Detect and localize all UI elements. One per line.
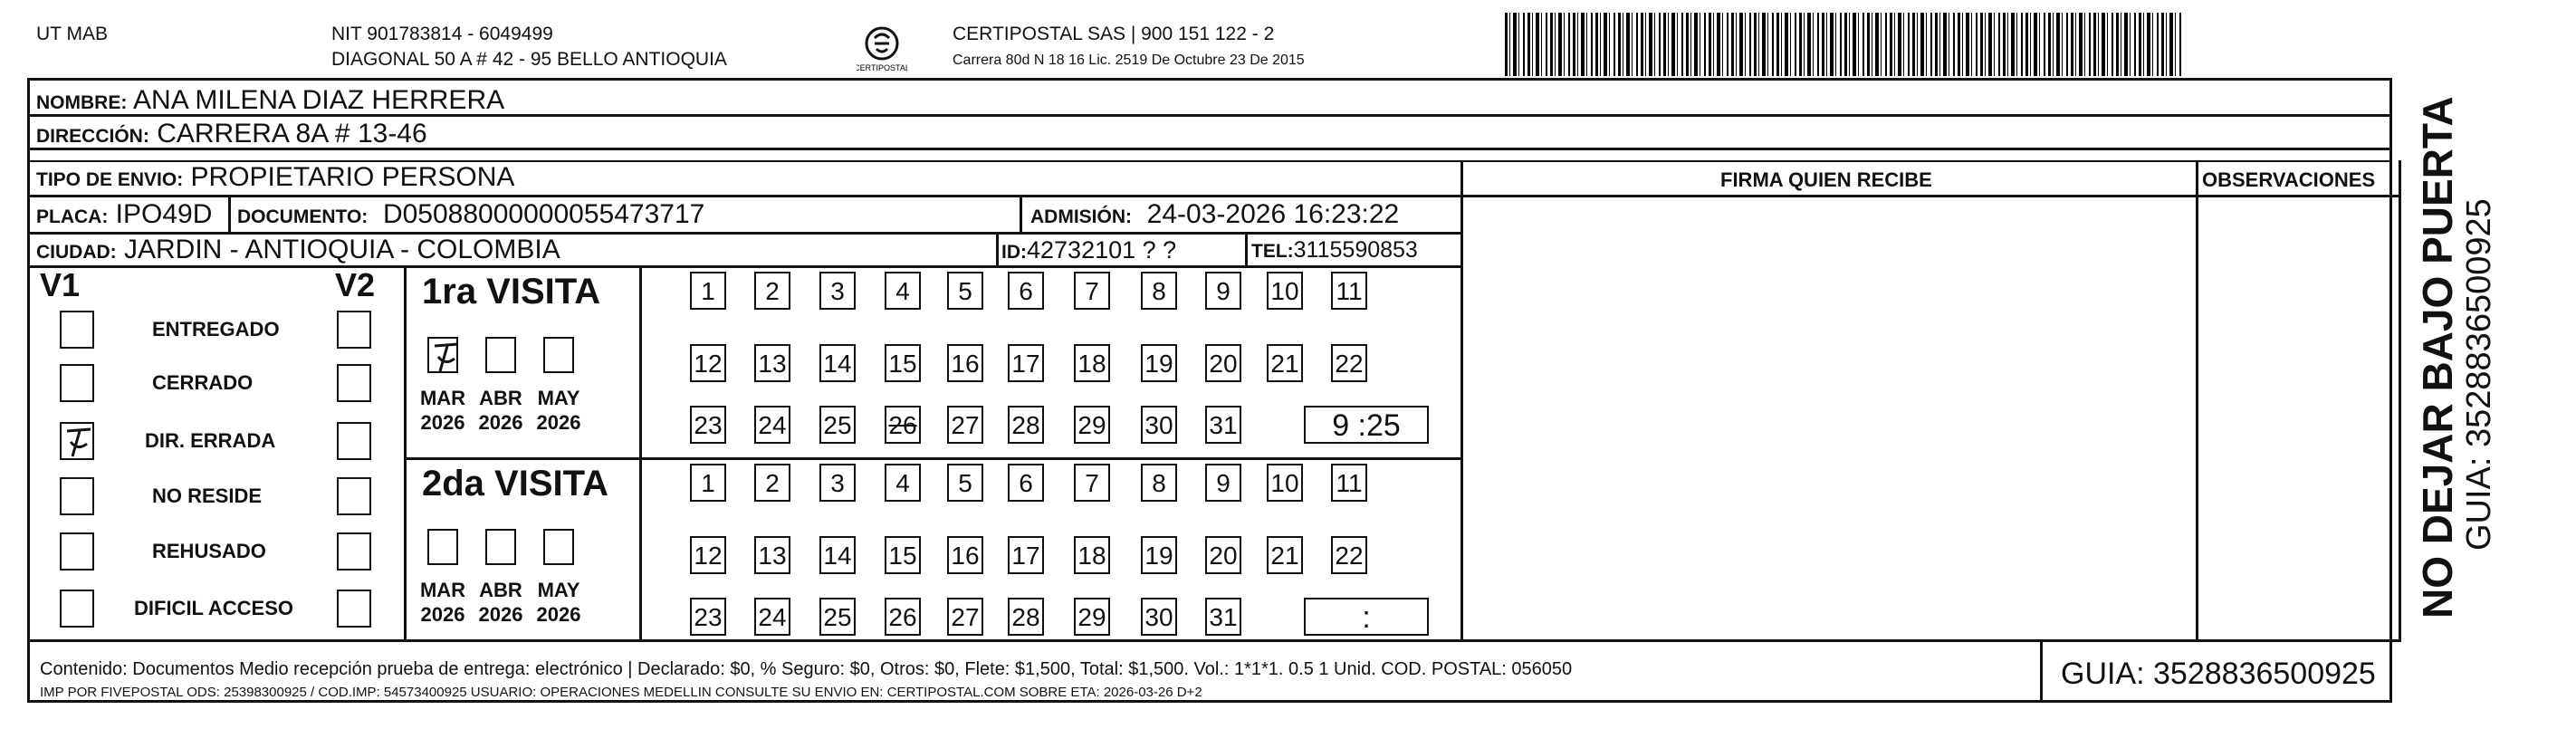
placa-row — [36, 200, 212, 232]
day-box[interactable]: 19 — [1141, 344, 1177, 382]
day-box[interactable]: 26 — [885, 406, 921, 444]
day-box[interactable]: 2 — [754, 464, 790, 502]
day-box[interactable]: 27 — [947, 406, 983, 444]
v1-checkbox[interactable] — [60, 532, 94, 571]
placa-label: PLACA: — [36, 206, 109, 227]
admision-value: 24-03-2026 16:23:22 — [1146, 199, 1400, 229]
month-name: MAR — [419, 387, 466, 409]
day-box[interactable]: 12 — [690, 344, 726, 382]
v2-checkbox[interactable] — [337, 364, 371, 402]
day-box[interactable]: 15 — [885, 536, 921, 574]
sender-address: DIAGONAL 50 A # 42 - 95 BELLO ANTIOQUIA — [331, 49, 727, 70]
admision-row — [1030, 200, 1399, 232]
direccion-label: DIRECCIÓN: — [36, 126, 149, 147]
documento-row — [237, 200, 704, 232]
rule — [29, 639, 2399, 642]
day-box[interactable]: 25 — [819, 598, 856, 636]
visit-title: 1ra VISITA — [422, 272, 601, 312]
day-box[interactable]: 21 — [1267, 536, 1303, 574]
tipo-value: PROPIETARIO PERSONA — [190, 162, 515, 192]
day-box[interactable]: 22 — [1331, 344, 1367, 382]
rule — [2399, 160, 2401, 642]
day-box[interactable]: 2 — [754, 272, 790, 310]
id-label: ID: — [1001, 242, 1027, 263]
v1-checkbox[interactable] — [60, 590, 94, 628]
v2-checkbox[interactable] — [337, 422, 371, 460]
tipo-row — [36, 163, 514, 195]
rule — [996, 232, 999, 267]
time-box[interactable]: : — [1304, 598, 1429, 636]
nombre-label: NOMBRE: — [36, 92, 128, 113]
day-box[interactable]: 30 — [1141, 406, 1177, 444]
month-name: MAY — [537, 579, 580, 601]
id-row — [1001, 235, 1176, 267]
month-name: ABR — [479, 387, 522, 409]
day-box[interactable]: 5 — [947, 464, 983, 502]
day-box[interactable]: 25 — [819, 406, 856, 444]
day-box[interactable]: 23 — [690, 598, 726, 636]
tel-row — [1251, 235, 1418, 266]
sender-nit: NIT 901783814 - 6049499 — [331, 24, 553, 44]
tel-value: 3115590853 — [1293, 237, 1418, 263]
day-box[interactable]: 17 — [1008, 344, 1044, 382]
day-box[interactable]: 28 — [1008, 406, 1044, 444]
ciudad-row — [36, 235, 560, 267]
side-guia: GUIA: 3528836500925 — [2460, 198, 2498, 551]
check-mark-icon — [62, 424, 94, 460]
v1-checkbox[interactable] — [60, 477, 94, 515]
v2-checkbox[interactable] — [337, 532, 371, 571]
day-box[interactable]: 10 — [1267, 464, 1303, 502]
status-label: DIR. ERRADA — [145, 429, 276, 452]
v2-label: V2 — [335, 266, 376, 303]
day-box[interactable]: 1 — [690, 464, 726, 502]
month-year: 2026 — [420, 411, 465, 434]
day-box[interactable]: 3 — [819, 272, 856, 310]
month-checkbox[interactable] — [485, 529, 516, 565]
logo-lettering: CERTIPOSTAL — [857, 63, 907, 72]
rule — [29, 195, 2399, 197]
month-label — [527, 386, 590, 435]
month-year: 2026 — [478, 411, 523, 434]
day-box[interactable]: 24 — [754, 598, 790, 636]
month-name: MAY — [537, 387, 580, 409]
day-box[interactable]: 24 — [754, 406, 790, 444]
nombre-row — [36, 86, 504, 118]
month-checkbox[interactable] — [543, 529, 574, 565]
v2-checkbox[interactable] — [337, 477, 371, 515]
day-box[interactable]: 28 — [1008, 598, 1044, 636]
tel-label: TEL: — [1251, 241, 1294, 262]
day-box[interactable]: 1 — [690, 272, 726, 310]
month-name: ABR — [479, 579, 522, 601]
direccion-value: CARRERA 8A # 13-46 — [157, 119, 427, 149]
footer-print-info: IMP POR FIVEPOSTAL ODS: 25398300925 / COD.IMP: 54573400925 USUARIO: OPERACIONES MEDELLIN CONSULTE SU ENVIO EN: CERTIPOSTAL.COM SOBRE ETA: 2026-03-26 D+2 — [40, 685, 1202, 700]
day-box[interactable]: 8 — [1141, 272, 1177, 310]
day-box[interactable]: 9 — [1205, 464, 1241, 502]
time-box[interactable]: 9 :25 — [1304, 406, 1429, 444]
day-box[interactable]: 31 — [1205, 406, 1241, 444]
direccion-row — [36, 120, 427, 151]
day-box[interactable]: 16 — [947, 344, 983, 382]
month-checkbox[interactable] — [485, 337, 516, 373]
day-box[interactable]: 29 — [1074, 406, 1110, 444]
month-year: 2026 — [536, 603, 581, 626]
day-box[interactable]: 30 — [1141, 598, 1177, 636]
rule — [1245, 232, 1248, 267]
day-box[interactable]: 3 — [819, 464, 856, 502]
day-box[interactable]: 11 — [1331, 464, 1367, 502]
month-year: 2026 — [478, 603, 523, 626]
month-label — [527, 578, 590, 627]
day-box[interactable]: 7 — [1074, 272, 1110, 310]
day-box[interactable]: 18 — [1074, 536, 1110, 574]
observaciones-label: OBSERVACIONES — [2202, 168, 2376, 191]
month-label — [469, 578, 532, 627]
month-checkbox[interactable] — [543, 337, 574, 373]
day-box[interactable]: 13 — [754, 344, 790, 382]
month-checkbox[interactable] — [427, 529, 458, 565]
day-box[interactable]: 6 — [1008, 464, 1044, 502]
rule — [228, 195, 231, 234]
ciudad-label: CIUDAD: — [36, 242, 117, 263]
month-label — [411, 386, 474, 435]
status-label: CERRADO — [152, 371, 254, 394]
day-box[interactable]: 13 — [754, 536, 790, 574]
visit-title: 2da VISITA — [422, 464, 608, 503]
rule — [2040, 639, 2043, 703]
day-box[interactable]: 22 — [1331, 536, 1367, 574]
month-year: 2026 — [420, 603, 465, 626]
footer-guia: GUIA: 3528836500925 — [2061, 657, 2376, 691]
day-box[interactable]: 20 — [1205, 536, 1241, 574]
v1-checkbox[interactable] — [60, 364, 94, 402]
rule — [639, 265, 642, 641]
day-box[interactable]: 19 — [1141, 536, 1177, 574]
status-label: REHUSADO — [152, 540, 266, 562]
rule — [1460, 160, 1463, 642]
day-box[interactable]: 8 — [1141, 464, 1177, 502]
firma-label: FIRMA QUIEN RECIBE — [1720, 168, 1932, 191]
day-box[interactable]: 20 — [1205, 344, 1241, 382]
day-box[interactable]: 12 — [690, 536, 726, 574]
company-name: UT MAB — [36, 24, 108, 44]
day-box[interactable]: 26 — [885, 598, 921, 636]
check-mark-icon — [429, 339, 462, 375]
rule — [406, 457, 1463, 460]
day-box[interactable]: 6 — [1008, 272, 1044, 310]
day-box[interactable]: 15 — [885, 344, 921, 382]
day-box[interactable]: 14 — [819, 536, 856, 574]
day-box[interactable]: 17 — [1008, 536, 1044, 574]
day-box[interactable]: 5 — [947, 272, 983, 310]
day-box[interactable]: 29 — [1074, 598, 1110, 636]
v2-checkbox[interactable] — [337, 311, 371, 349]
v1-label: V1 — [40, 266, 81, 303]
v1-checkbox[interactable] — [60, 311, 94, 349]
status-label: ENTREGADO — [152, 318, 280, 340]
day-box[interactable]: 18 — [1074, 344, 1110, 382]
documento-label: DOCUMENTO: — [237, 206, 369, 227]
status-label: DIFICIL ACCESO — [134, 597, 294, 619]
tipo-label: TIPO DE ENVIO: — [36, 169, 184, 190]
day-box[interactable]: 23 — [690, 406, 726, 444]
month-year: 2026 — [536, 411, 581, 434]
day-box[interactable]: 14 — [819, 344, 856, 382]
v2-checkbox[interactable] — [337, 590, 371, 628]
id-value: 42732101 ? ? — [1027, 236, 1177, 264]
month-label — [411, 578, 474, 627]
rule — [2196, 160, 2198, 642]
rule — [404, 265, 407, 641]
day-box[interactable]: 9 — [1205, 272, 1241, 310]
month-label — [469, 386, 532, 435]
admision-label: ADMISIÓN: — [1030, 206, 1132, 227]
day-box[interactable]: 31 — [1205, 598, 1241, 636]
footer-contents: Contenido: Documentos Medio recepción prueba de entrega: electrónico | Declarado: $0, % Seguro: $0, Otros: $0, Flete: $1,500, Total: $1,500. Vol.: 1*1*1. 0.5 1 Unid. COD. POSTAL: 056050 — [40, 659, 1573, 679]
documento-value: D05088000000055473717 — [382, 199, 705, 229]
day-box[interactable]: 4 — [885, 464, 921, 502]
certipostal-logo — [857, 24, 907, 74]
side-warning: NO DEJAR BAJO PUERTA — [2414, 96, 2461, 619]
barcode — [1505, 13, 2184, 76]
day-box[interactable]: 7 — [1074, 464, 1110, 502]
day-box[interactable]: 11 — [1331, 272, 1367, 310]
rule — [1020, 195, 1022, 234]
day-box[interactable]: 27 — [947, 598, 983, 636]
courier-name: CERTIPOSTAL SAS | 900 151 122 - 2 — [953, 24, 1275, 44]
v1-checkbox[interactable] — [60, 422, 94, 460]
courier-license: Carrera 80d N 18 16 Lic. 2519 De Octubre 23 De 2015 — [953, 53, 1305, 68]
day-box[interactable]: 10 — [1267, 272, 1303, 310]
status-label: NO RESIDE — [152, 484, 263, 507]
day-box[interactable]: 4 — [885, 272, 921, 310]
day-box[interactable]: 21 — [1267, 344, 1303, 382]
month-name: MAR — [419, 579, 466, 601]
day-box[interactable]: 16 — [947, 536, 983, 574]
ciudad-value: JARDIN - ANTIOQUIA - COLOMBIA — [124, 235, 560, 264]
month-checkbox[interactable] — [427, 337, 458, 373]
placa-value: IPO49D — [115, 199, 213, 229]
nombre-value: ANA MILENA DIAZ HERRERA — [133, 85, 505, 115]
